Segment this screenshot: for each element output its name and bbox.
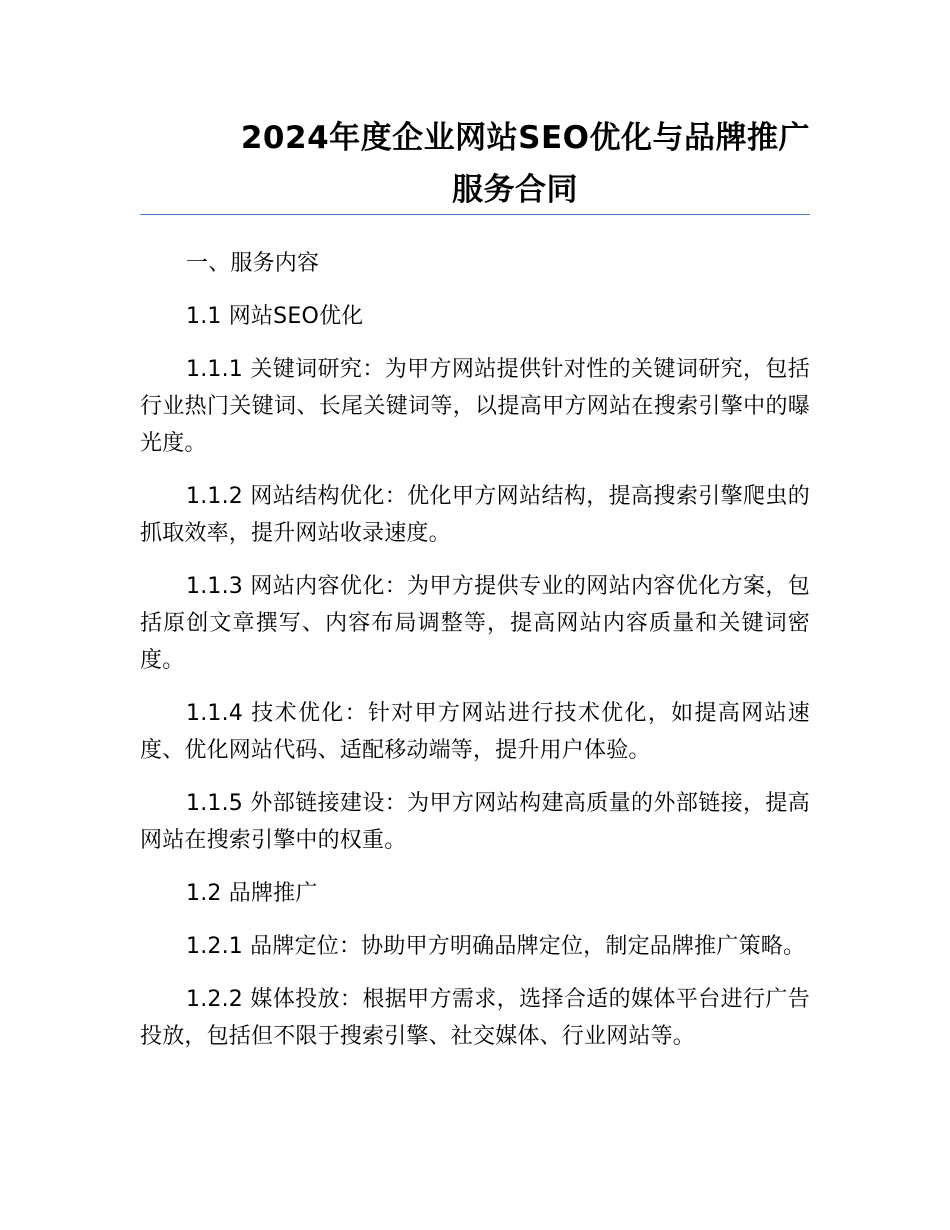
clause-content-optimization: 1.1.3 网站内容优化：为甲方提供专业的网站内容优化方案，包括原创文章撰写、内容布局调整等，提高网站内容质量和关键词密度。 bbox=[140, 574, 810, 673]
clause-external-links: 1.1.5 外部链接建设：为甲方网站构建高质量的外部链接，提高网站在搜索引擎中的权重。 bbox=[140, 791, 810, 853]
document-title bbox=[140, 112, 810, 216]
clause-keyword-research: 1.1.1 关键词研究：为甲方网站提供针对性的关键词研究，包括行业热门关键词、长尾关键词等，以提高甲方网站在搜索引擎中的曝光度。 bbox=[140, 357, 810, 456]
title-line-1: 2024年度企业网站SEO优化与品牌推广 bbox=[240, 120, 810, 156]
title-underline bbox=[140, 214, 810, 215]
clause-technical-optimization: 1.1.4 技术优化：针对甲方网站进行技术优化，如提高网站速度、优化网站代码、适配移动端等，提升用户体验。 bbox=[140, 701, 810, 763]
document-body bbox=[140, 245, 810, 1071]
section-heading-service-content: 一、服务内容 bbox=[186, 251, 320, 276]
title-line-2: 服务合同 bbox=[452, 172, 578, 208]
clause-site-structure: 1.1.2 网站结构优化：优化甲方网站结构，提高搜索引擎爬虫的抓取效率，提升网站收录速度。 bbox=[140, 484, 810, 546]
clause-brand-positioning: 1.2.1 品牌定位：协助甲方明确品牌定位，制定品牌推广策略。 bbox=[186, 934, 806, 959]
subsection-heading-seo: 1.1 网站SEO优化 bbox=[186, 304, 364, 329]
subsection-heading-brand: 1.2 品牌推广 bbox=[186, 881, 318, 906]
clause-media-placement: 1.2.2 媒体投放：根据甲方需求，选择合适的媒体平台进行广告投放，包括但不限于搜索引擎、社交媒体、行业网站等。 bbox=[140, 987, 810, 1049]
